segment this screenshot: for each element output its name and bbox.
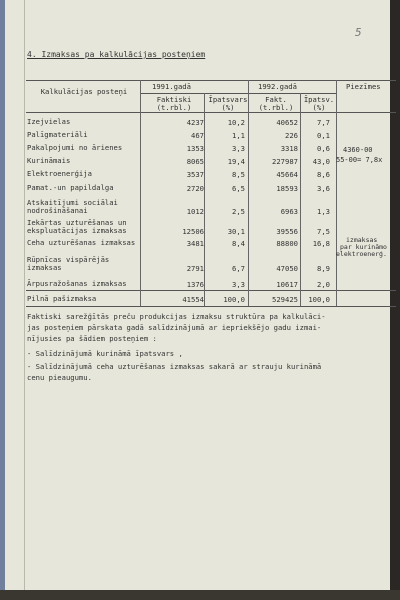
total-top-line: [26, 290, 396, 291]
paragraph-line: - Salīdzinājumā ceha uzturēšanas izmaksas sakarā ar strauju kurināmā: [27, 362, 322, 371]
row-label: Elektroenerģija: [27, 169, 92, 178]
row-label: Iekārtas uzturēšanas un ekspluatācijas izmaksas: [27, 218, 127, 235]
row-value-1992: 40652: [276, 118, 298, 127]
row-share-1991: 8,5: [232, 170, 245, 179]
row-share-1991: 19,4: [227, 157, 245, 166]
row-value-1992: 10617: [276, 280, 298, 289]
col-header-item: Kalkulācijas posteņi: [40, 87, 128, 96]
row-value-1991: 1012: [186, 207, 204, 216]
paragraph-line: cenu pieaugumu.: [27, 373, 92, 382]
paragraph-line: Faktiski sarežģītās preču produkcijas izmaksu struktūra pa kalkulāci-: [27, 312, 326, 321]
row-share-1992: 7,7: [317, 118, 330, 127]
page-margin-line: [24, 0, 25, 590]
row-label: Ārpusražošanas izmaksas: [27, 279, 127, 288]
row-share-1991: 3,3: [232, 144, 245, 153]
row-share-1991: 10,2: [227, 118, 245, 127]
row-label: Kurināmais: [27, 156, 71, 165]
row-value-1992: 88800: [276, 239, 298, 248]
row-value-1991: 8065: [186, 157, 204, 166]
table-top-line: [26, 80, 396, 81]
row-label: Palīgmateriāli: [27, 130, 88, 139]
row-share-1992: 8,9: [317, 264, 330, 273]
total-share-1991: 100,0: [223, 295, 245, 304]
note-fuel: par kurināmo: [340, 243, 387, 251]
year-1991-header: 1991.gadā: [152, 82, 191, 91]
scan-border: [0, 590, 400, 600]
row-label: Rūpnīcas vispārējās izmaksas: [27, 255, 110, 272]
row-value-1991: 2791: [186, 264, 204, 273]
row-label: Pakalpojumi no ārienes: [27, 143, 123, 152]
row-label: Ceha uzturēšanas izmaksas: [27, 238, 136, 247]
row-share-1992: 0,1: [317, 131, 330, 140]
notes-header: Piezīmes: [346, 82, 381, 91]
note-electricity: elektroenerģ.: [336, 250, 387, 258]
total-label: Pilnā pašizmaksa: [27, 294, 97, 303]
row-share-1992: 43,0: [312, 157, 330, 166]
paragraph-line: - Salīdzinājumā kurināmā īpatsvars ,: [27, 349, 183, 358]
row-value-1992: 39556: [276, 227, 298, 236]
row-value-1991: 467: [191, 131, 204, 140]
row-value-1991: 3481: [186, 239, 204, 248]
row-share-1992: 0,6: [317, 144, 330, 153]
row-value-1992: 45664: [276, 170, 298, 179]
column-divider: [140, 80, 141, 306]
row-label: Pamat.-un papildalga: [27, 183, 114, 192]
section-title: 4. Izmaksas pa kalkulācijas posteņiem: [27, 50, 206, 59]
row-share-1992: 2,0: [317, 280, 330, 289]
note-ratio: 55-00= 7,8x: [336, 156, 383, 164]
row-value-1991: 1376: [186, 280, 204, 289]
column-divider: [336, 80, 337, 306]
row-value-1991: 3537: [186, 170, 204, 179]
total-bottom-line: [26, 306, 396, 307]
row-share-1991: 6,5: [232, 184, 245, 193]
row-share-1991: 30,1: [227, 227, 245, 236]
row-share-1992: 16,8: [312, 239, 330, 248]
row-label: Izejvielas: [27, 117, 71, 126]
row-value-1991: 1353: [186, 144, 204, 153]
year-underline: [140, 93, 336, 94]
row-share-1992: 3,6: [317, 184, 330, 193]
total-value-1992: 529425: [272, 295, 298, 304]
year-1992-header: 1992.gadā: [258, 82, 297, 91]
total-share-1992: 100,0: [308, 295, 330, 304]
scan-shadow: [390, 0, 400, 600]
col-header-share: Īpatsvars (%): [208, 95, 248, 113]
col-header-fakt2: Fakt. (t.rbl.): [258, 95, 294, 113]
row-value-1992: 227987: [272, 157, 298, 166]
row-value-1991: 2720: [186, 184, 204, 193]
row-value-1991: 12506: [182, 227, 204, 236]
row-share-1991: 8,4: [232, 239, 245, 248]
row-value-1992: 18593: [276, 184, 298, 193]
row-share-1992: 7,5: [317, 227, 330, 236]
row-share-1992: 1,3: [317, 207, 330, 216]
row-value-1992: 6963: [280, 207, 298, 216]
note-costs: izmaksas: [346, 236, 378, 244]
paragraph-line: jas posteņiem pārskata gadā salīdzinājumā ar iepriekšējo gadu izmai-: [27, 323, 322, 332]
row-share-1992: 8,6: [317, 170, 330, 179]
row-label: Atskaitījumi sociālai nodrošināšanai: [27, 198, 118, 215]
row-share-1991: 2,5: [232, 207, 245, 216]
col-header-fakt: Faktiski (t.rbl.): [156, 95, 192, 113]
binding-strip: [0, 0, 5, 590]
column-divider: [248, 80, 249, 306]
row-value-1991: 4237: [186, 118, 204, 127]
row-share-1991: 1,1: [232, 131, 245, 140]
total-value-1991: 41554: [182, 295, 204, 304]
note-amount: 4360-00: [343, 146, 373, 154]
paragraph-line: nījusies pa šādiem posteņiem :: [27, 334, 157, 343]
col-header-share2: Īpatsv. (%): [303, 95, 335, 113]
row-value-1992: 226: [285, 131, 298, 140]
column-divider: [204, 93, 205, 306]
row-value-1992: 47050: [276, 264, 298, 273]
page-number: 5: [355, 26, 362, 39]
row-value-1992: 3318: [280, 144, 298, 153]
row-share-1991: 3,3: [232, 280, 245, 289]
row-share-1991: 6,7: [232, 264, 245, 273]
